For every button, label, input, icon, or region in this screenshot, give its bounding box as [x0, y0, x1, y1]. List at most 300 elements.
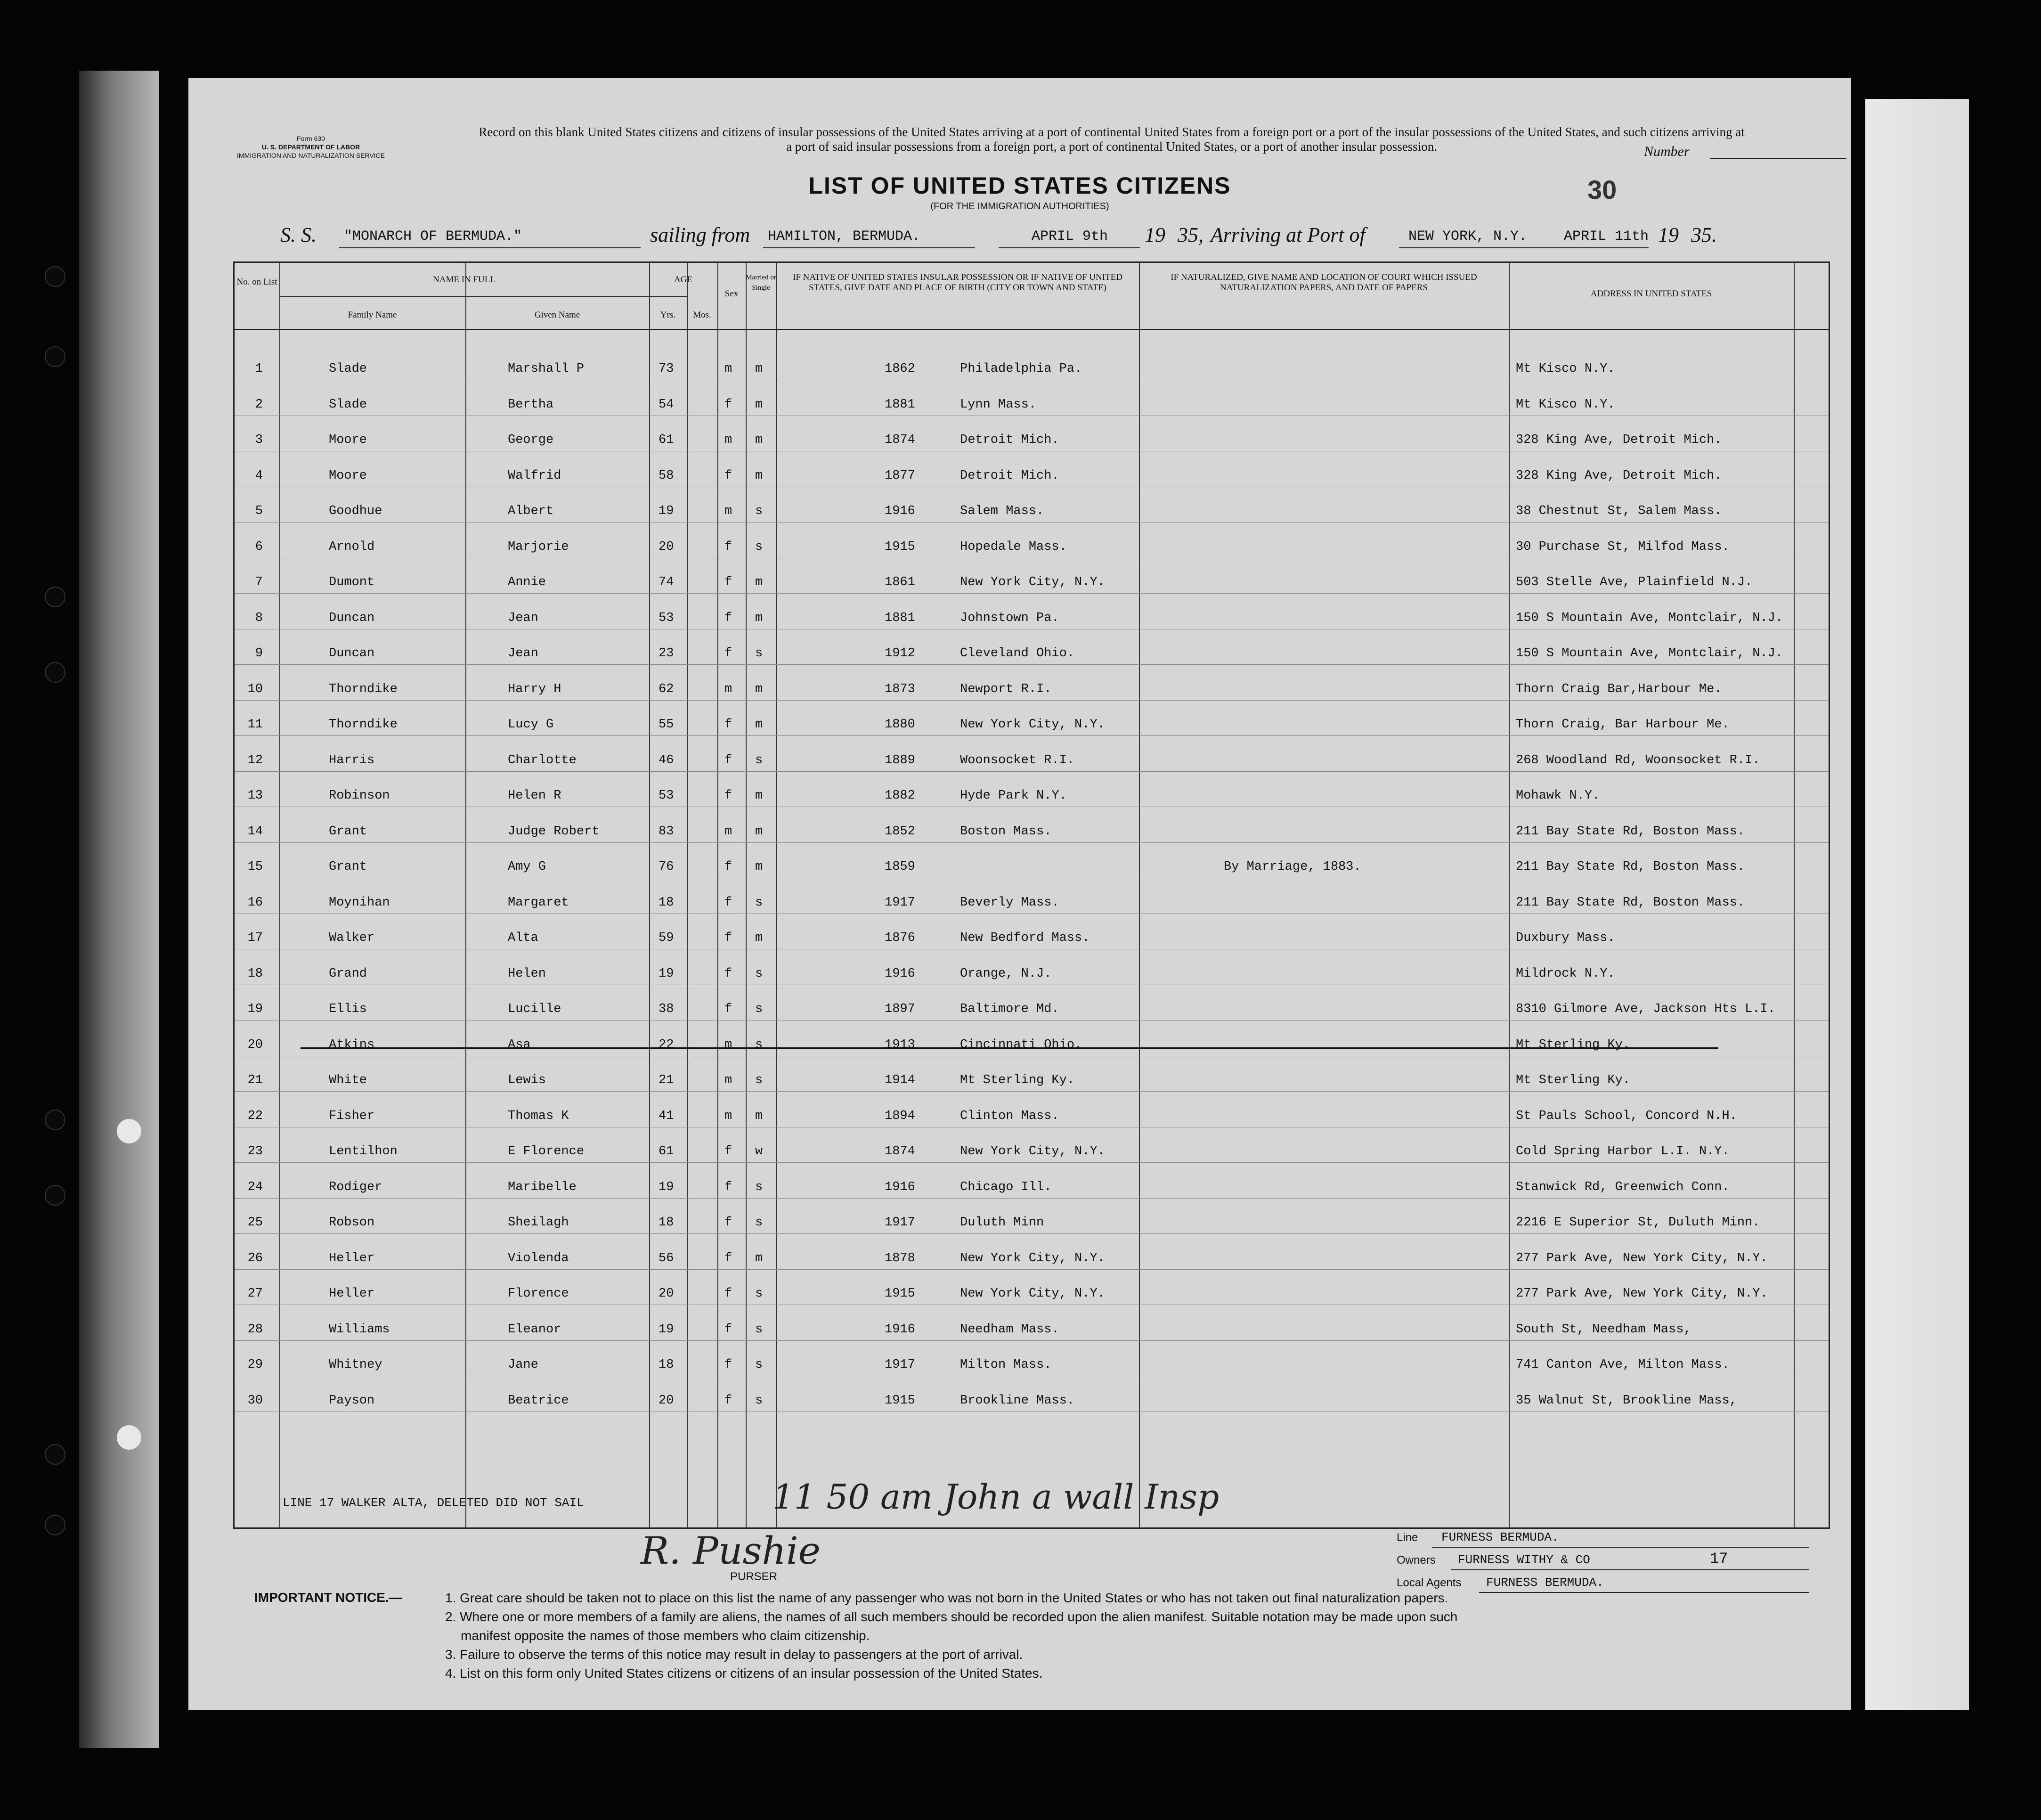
cell-place: Hopedale Mass. [960, 539, 1067, 554]
cell-no: 6 [255, 539, 263, 554]
line-label: Line [1397, 1531, 1418, 1544]
cell-place: Brookline Mass. [960, 1393, 1075, 1408]
cell-age: 55 [659, 718, 674, 732]
cell-no: 8 [255, 611, 263, 625]
cell-no: 20 [247, 1037, 263, 1052]
cell-status: s [755, 504, 763, 518]
cell-sex: f [724, 1358, 732, 1372]
owners-label: Owners [1397, 1554, 1436, 1567]
cell-status: m [755, 824, 763, 839]
row-rule [235, 664, 1829, 665]
arriving-label: Arriving at Port of [1211, 223, 1366, 246]
cell-year: 1915 [885, 1393, 915, 1408]
page-subtitle: (FOR THE IMMIGRATION AUTHORITIES) [930, 201, 1109, 212]
header-no: No. on List [236, 277, 277, 287]
cell-family: Dumont [329, 575, 375, 589]
cell-sex: f [724, 646, 732, 661]
cell-status: s [755, 539, 763, 554]
cell-age: 20 [659, 1287, 674, 1301]
subheader-line [279, 296, 687, 297]
cell-family: Grand [329, 966, 367, 981]
binder-hole [45, 662, 65, 683]
cell-no: 7 [255, 575, 263, 589]
cell-place: Clinton Mass. [960, 1109, 1059, 1123]
row-rule [235, 1198, 1829, 1199]
cell-sex: f [724, 611, 732, 625]
cell-address: 503 Stelle Ave, Plainfield N.J. [1516, 575, 1753, 589]
page-title: LIST OF UNITED STATES CITIZENS [808, 172, 1231, 199]
cell-sex: f [724, 789, 732, 803]
cell-no: 10 [247, 682, 263, 696]
cell-sex: f [724, 1180, 732, 1194]
cell-age: 76 [659, 860, 674, 874]
cell-family: Moynihan [329, 895, 390, 910]
line-value: FURNESS BERMUDA. [1441, 1530, 1559, 1544]
cell-address: 741 Canton Ave, Milton Mass. [1516, 1358, 1730, 1372]
cell-given: Walfrid [508, 468, 561, 483]
cell-no: 22 [247, 1109, 263, 1123]
cell-family: Slade [329, 397, 367, 412]
cell-given: Florence [508, 1287, 569, 1301]
cell-sex: f [724, 1144, 732, 1159]
cell-place: Needham Mass. [960, 1322, 1059, 1337]
cell-family: Grant [329, 824, 367, 839]
cell-family: Thorndike [329, 682, 398, 696]
cell-family: Robson [329, 1216, 375, 1230]
cell-no: 3 [255, 433, 263, 447]
header-naturalized: IF NATURALIZED, GIVE NAME AND LOCATION OF COURT WHICH ISSUED NATURALIZATION PAPERS, AND DATE OF PAPERS [1171, 272, 1477, 293]
cell-given: Sheilagh [508, 1216, 569, 1230]
cell-year: 1877 [885, 468, 915, 483]
cell-given: Jean [508, 646, 538, 661]
cell-no: 9 [255, 646, 263, 661]
arrival-date: APRIL 11th [1564, 229, 1649, 245]
col-divider [649, 263, 650, 1527]
cell-address: 38 Chestnut St, Salem Mass. [1516, 504, 1722, 518]
cell-status: s [755, 966, 763, 981]
cell-given: E Florence [508, 1144, 585, 1159]
cell-family: Arnold [329, 539, 375, 554]
cell-age: 18 [659, 1216, 674, 1230]
owners-number: 17 [1710, 1550, 1728, 1567]
cell-year: 1913 [885, 1037, 915, 1052]
cell-given: Marjorie [508, 539, 569, 554]
cell-place: Woonsocket R.I. [960, 753, 1075, 767]
cell-address: Duxbury Mass. [1516, 931, 1615, 945]
cell-sex: f [724, 1002, 732, 1016]
cell-age: 53 [659, 611, 674, 625]
cell-place: Philadelphia Pa. [960, 362, 1082, 376]
cell-sex: m [724, 682, 732, 696]
cell-year: 1917 [885, 1358, 915, 1372]
punch-hole [117, 1425, 141, 1450]
cell-age: 19 [659, 504, 674, 518]
cell-address: Mt Sterling Ky. [1516, 1037, 1631, 1052]
binder-hole [45, 1515, 65, 1535]
cell-place: Johnstown Pa. [960, 611, 1059, 625]
cell-family: Payson [329, 1393, 375, 1408]
row-rule [235, 1269, 1829, 1270]
cell-place: New York City, N.Y. [960, 1287, 1105, 1301]
cell-address: Mt Kisco N.Y. [1516, 362, 1615, 376]
cell-given: Helen R [508, 789, 561, 803]
cell-age: 74 [659, 575, 674, 589]
cell-place: Lynn Mass. [960, 397, 1037, 412]
scan-left-page-edge [79, 71, 159, 1748]
cell-age: 73 [659, 362, 674, 376]
cell-status: m [755, 1109, 763, 1123]
cell-status: m [755, 397, 763, 412]
cell-status: m [755, 611, 763, 625]
cell-year: 1881 [885, 611, 915, 625]
service-name: IMMIGRATION AND NATURALIZATION SERVICE [237, 152, 385, 159]
ss-label: S. S. [280, 223, 317, 246]
cell-place: Newport R.I. [960, 682, 1052, 696]
cell-sex: f [724, 1251, 732, 1265]
cell-sex: f [724, 753, 732, 767]
agents-value: FURNESS BERMUDA. [1486, 1575, 1604, 1590]
cell-family: Walker [329, 931, 375, 945]
cell-year: 1874 [885, 433, 915, 447]
cell-address: 211 Bay State Rd, Boston Mass. [1516, 895, 1745, 910]
cell-year: 1861 [885, 575, 915, 589]
number-value: 30 [1587, 175, 1617, 204]
row-rule [235, 1233, 1829, 1234]
notice-item-1: 1. Great care should be taken not to place on this list the name of any passenger who was not born in the United States or who has not taken out final naturalization papers. [445, 1591, 1448, 1605]
cell-place: New York City, N.Y. [960, 1144, 1105, 1159]
cell-status: s [755, 1393, 763, 1408]
cell-status: m [755, 718, 763, 732]
cell-age: 62 [659, 682, 674, 696]
cell-place: Mt Sterling Ky. [960, 1073, 1075, 1087]
cell-age: 20 [659, 1393, 674, 1408]
cell-age: 19 [659, 966, 674, 981]
cell-address: St Pauls School, Concord N.H. [1516, 1109, 1737, 1123]
cell-given: George [508, 433, 554, 447]
cell-place: Chicago Ill. [960, 1180, 1052, 1194]
cell-family: Whitney [329, 1358, 382, 1372]
cell-given: Charlotte [508, 753, 577, 767]
from-port: HAMILTON, BERMUDA. [768, 229, 921, 245]
cell-sex: m [724, 1073, 732, 1087]
year-prefix: 19 [1145, 223, 1165, 246]
cell-address: 35 Walnut St, Brookline Mass, [1516, 1393, 1737, 1408]
cell-place: New York City, N.Y. [960, 575, 1105, 589]
row-rule [235, 1162, 1829, 1163]
cell-address: 328 King Ave, Detroit Mich. [1516, 468, 1722, 483]
sailing-from-label: sailing from [650, 223, 750, 246]
passenger-table [233, 261, 1830, 1529]
cell-no: 28 [247, 1322, 263, 1337]
binder-hole [45, 266, 65, 287]
row-rule [235, 1091, 1829, 1092]
cell-sex: f [724, 860, 732, 874]
cell-year: 1862 [885, 362, 915, 376]
binder-hole [45, 1110, 65, 1130]
cell-sex: f [724, 1216, 732, 1230]
cell-age: 46 [659, 753, 674, 767]
cell-place: Beverly Mass. [960, 895, 1059, 910]
cell-place: Cleveland Ohio. [960, 646, 1075, 661]
cell-place: Cincinnati Ohio. [960, 1037, 1082, 1052]
cell-given: Lucille [508, 1002, 561, 1016]
cell-address: 30 Purchase St, Milfod Mass. [1516, 539, 1730, 554]
sailing-date: APRIL 9th [1032, 229, 1108, 245]
notice-item-3: 3. Failure to observe the terms of this notice may result in delay to passengers at the port of arrival. [445, 1647, 1023, 1662]
cell-year: 1881 [885, 397, 915, 412]
cell-no: 21 [247, 1073, 263, 1087]
cell-status: s [755, 1322, 763, 1337]
form-identifier [221, 134, 400, 160]
cell-given: Margaret [508, 895, 569, 910]
cell-place: Duluth Minn [960, 1216, 1044, 1230]
binder-hole [45, 1444, 65, 1465]
cell-place: Milton Mass. [960, 1358, 1052, 1372]
cell-address: Thorn Craig Bar,Harbour Me. [1516, 682, 1722, 696]
cell-place: New York City, N.Y. [960, 1251, 1105, 1265]
cell-sex: m [724, 1037, 732, 1052]
cell-age: 18 [659, 1358, 674, 1372]
cell-family: Heller [329, 1287, 375, 1301]
arrival-year-prefix: 19 [1658, 223, 1679, 246]
cell-family: Grant [329, 860, 367, 874]
cell-address: 211 Bay State Rd, Boston Mass. [1516, 860, 1745, 874]
header-age: AGE [674, 275, 693, 285]
cell-no: 29 [247, 1358, 263, 1372]
cell-sex: f [724, 931, 732, 945]
agents-field [1479, 1592, 1809, 1593]
cell-address: Stanwick Rd, Greenwich Conn. [1516, 1180, 1730, 1194]
binder-hole [45, 1185, 65, 1206]
purser-label: PURSER [730, 1570, 778, 1583]
punch-hole [117, 1119, 141, 1143]
cell-family: Fisher [329, 1109, 375, 1123]
cell-no: 25 [247, 1216, 263, 1230]
cell-age: 23 [659, 646, 674, 661]
cell-sex: m [724, 824, 732, 839]
header-mos: Mos. [693, 310, 711, 320]
cell-year: 1912 [885, 646, 915, 661]
header-family-name: Family Name [348, 310, 397, 320]
cell-family: Lentilhon [329, 1144, 398, 1159]
cell-status: s [755, 1216, 763, 1230]
arrival-year: 35. [1691, 223, 1717, 246]
col-divider [1139, 263, 1140, 1527]
binder-hole [45, 346, 65, 367]
cell-given: Thomas K [508, 1109, 569, 1123]
cell-family: Moore [329, 468, 367, 483]
cell-given: Violenda [508, 1251, 569, 1265]
row-rule [235, 593, 1829, 594]
from-port-line [763, 247, 975, 248]
row-rule [235, 842, 1829, 843]
cell-given: Jane [508, 1358, 538, 1372]
cell-year: 1880 [885, 718, 915, 732]
notice-heading: IMPORTANT NOTICE.— [254, 1590, 402, 1605]
cell-status: s [755, 895, 763, 910]
row-rule [235, 1340, 1829, 1341]
cell-address: Thorn Craig, Bar Harbour Me. [1516, 718, 1730, 732]
cell-no: 16 [247, 895, 263, 910]
cell-no: 15 [247, 860, 263, 874]
cell-given: Judge Robert [508, 824, 600, 839]
cell-given: Bertha [508, 397, 554, 412]
cell-year: 1916 [885, 1322, 915, 1337]
col-divider [465, 263, 466, 1527]
arrival-port-line [1399, 247, 1554, 248]
cell-year: 1873 [885, 682, 915, 696]
header-married: Married or Single [746, 274, 776, 292]
cell-place: New Bedford Mass. [960, 931, 1090, 945]
cell-year: 1874 [885, 1144, 915, 1159]
binder-hole [45, 587, 65, 607]
cell-given: Marshall P [508, 362, 585, 376]
cell-place: Orange, N.J. [960, 966, 1052, 981]
cell-age: 41 [659, 1109, 674, 1123]
cell-family: Atkins [329, 1037, 375, 1052]
cell-no: 24 [247, 1180, 263, 1194]
cell-address: 211 Bay State Rd, Boston Mass. [1516, 824, 1745, 839]
row-rule [235, 700, 1829, 701]
cell-no: 19 [247, 1002, 263, 1016]
cell-status: m [755, 682, 763, 696]
document-sheet [188, 78, 1851, 1710]
cell-given: Helen [508, 966, 546, 981]
cell-given: Lewis [508, 1073, 546, 1087]
cell-no: 5 [255, 504, 263, 518]
header-birth: IF NATIVE OF UNITED STATES INSULAR POSSESSION OR IF NATIVE OF UNITED STATES, GIVE DATE AND PLACE OF BIRTH (CITY OR TOWN AND STATE) [793, 272, 1122, 293]
cell-status: m [755, 575, 763, 589]
cell-year: 1876 [885, 931, 915, 945]
notice-item-2: 2. Where one or more members of a family are aliens, the names of all such members should be recorded upon the alien manifest. Suitable notation may be made upon such [445, 1609, 1458, 1624]
col-divider [1794, 263, 1795, 1527]
cell-sex: m [724, 504, 732, 518]
col-divider [279, 263, 280, 1527]
cell-place: Baltimore Md. [960, 1002, 1059, 1016]
cell-year: 1889 [885, 753, 915, 767]
cell-sex: m [724, 362, 732, 376]
cell-status: s [755, 1002, 763, 1016]
cell-address: Cold Spring Harbor L.I. N.Y. [1516, 1144, 1730, 1159]
cell-status: s [755, 646, 763, 661]
cell-address: 150 S Mountain Ave, Montclair, N.J. [1516, 611, 1783, 625]
cell-no: 13 [247, 789, 263, 803]
cell-family: Moore [329, 433, 367, 447]
cell-address: 2216 E Superior St, Duluth Minn. [1516, 1216, 1760, 1230]
cell-year: 1852 [885, 824, 915, 839]
scan-right-page-edge [1865, 99, 1969, 1710]
cell-no: 4 [255, 468, 263, 483]
cell-sex: f [724, 397, 732, 412]
notice-item-2-cont: manifest opposite the names of those members who claim citizenship. [461, 1628, 870, 1643]
cell-address: 150 S Mountain Ave, Montclair, N.J. [1516, 646, 1783, 661]
cell-sex: f [724, 718, 732, 732]
cell-family: White [329, 1073, 367, 1087]
cell-year: 1894 [885, 1109, 915, 1123]
form-number: Form 630 [297, 135, 325, 142]
cell-given: Amy G [508, 860, 546, 874]
cell-sex: f [724, 1322, 732, 1337]
number-label: Number [1644, 144, 1690, 159]
cell-family: Slade [329, 362, 367, 376]
arrival-port: NEW YORK, N.Y. [1408, 229, 1528, 245]
cell-no: 27 [247, 1287, 263, 1301]
date-line [999, 247, 1140, 248]
cell-address: 268 Woodland Rd, Woonsocket R.I. [1516, 753, 1760, 767]
cell-age: 53 [659, 789, 674, 803]
cell-age: 54 [659, 397, 674, 412]
cell-age: 21 [659, 1073, 674, 1087]
cell-status: m [755, 433, 763, 447]
cell-status: m [755, 789, 763, 803]
ship-name: "MONARCH OF BERMUDA." [344, 229, 522, 245]
cell-given: Lucy G [508, 718, 554, 732]
cell-place: Detroit Mich. [960, 468, 1059, 483]
cell-address: 277 Park Ave, New York City, N.Y. [1516, 1287, 1768, 1301]
cell-sex: f [724, 1393, 732, 1408]
notice-item-4: 4. List on this form only United States citizens or citizens of an insular possession of the United States. [445, 1666, 1043, 1681]
owners-field [1451, 1569, 1809, 1570]
row-rule [235, 771, 1829, 772]
sailing-year: 35, [1178, 223, 1203, 246]
cell-family: Duncan [329, 646, 375, 661]
col-divider [687, 263, 688, 1527]
cell-family: Rodiger [329, 1180, 382, 1194]
department-name: U. S. DEPARTMENT OF LABOR [261, 143, 360, 151]
cell-no: 26 [247, 1251, 263, 1265]
ship-line [339, 247, 641, 248]
cell-sex: f [724, 966, 732, 981]
cell-age: 58 [659, 468, 674, 483]
cell-sex: f [724, 575, 732, 589]
cell-status: w [755, 1144, 763, 1159]
cell-status: m [755, 468, 763, 483]
cell-address: Mildrock N.Y. [1516, 966, 1615, 981]
cell-address: Mt Kisco N.Y. [1516, 397, 1615, 412]
cell-no: 12 [247, 753, 263, 767]
cell-year: 1917 [885, 895, 915, 910]
cell-no: 23 [247, 1144, 263, 1159]
row-rule [235, 735, 1829, 736]
cell-sex: f [724, 468, 732, 483]
cell-given: Annie [508, 575, 546, 589]
cell-no: 1 [255, 362, 263, 376]
cell-place: Boston Mass. [960, 824, 1052, 839]
cell-given: Albert [508, 504, 554, 518]
cell-status: m [755, 931, 763, 945]
cell-year: 1916 [885, 504, 915, 518]
cell-year: 1914 [885, 1073, 915, 1087]
cell-status: s [755, 1287, 763, 1301]
header-address: ADDRESS IN UNITED STATES [1590, 289, 1712, 299]
cell-status: s [755, 1358, 763, 1372]
cell-family: Ellis [329, 1002, 367, 1016]
owners-value: FURNESS WITHY & CO [1458, 1553, 1590, 1567]
cell-address: Mohawk N.Y. [1516, 789, 1600, 803]
cell-place: Salem Mass. [960, 504, 1044, 518]
cell-family: Harris [329, 753, 375, 767]
cell-year: 1916 [885, 966, 915, 981]
cell-status: s [755, 753, 763, 767]
line-field [1432, 1547, 1809, 1548]
cell-place: Detroit Mich. [960, 433, 1059, 447]
cell-address: 8310 Gilmore Ave, Jackson Hts L.I. [1516, 1002, 1775, 1016]
cell-year: 1915 [885, 1287, 915, 1301]
cell-address: 328 King Ave, Detroit Mich. [1516, 433, 1722, 447]
cell-given: Eleanor [508, 1322, 561, 1337]
cell-status: s [755, 1180, 763, 1194]
header-given-name: Given Name [534, 310, 580, 320]
